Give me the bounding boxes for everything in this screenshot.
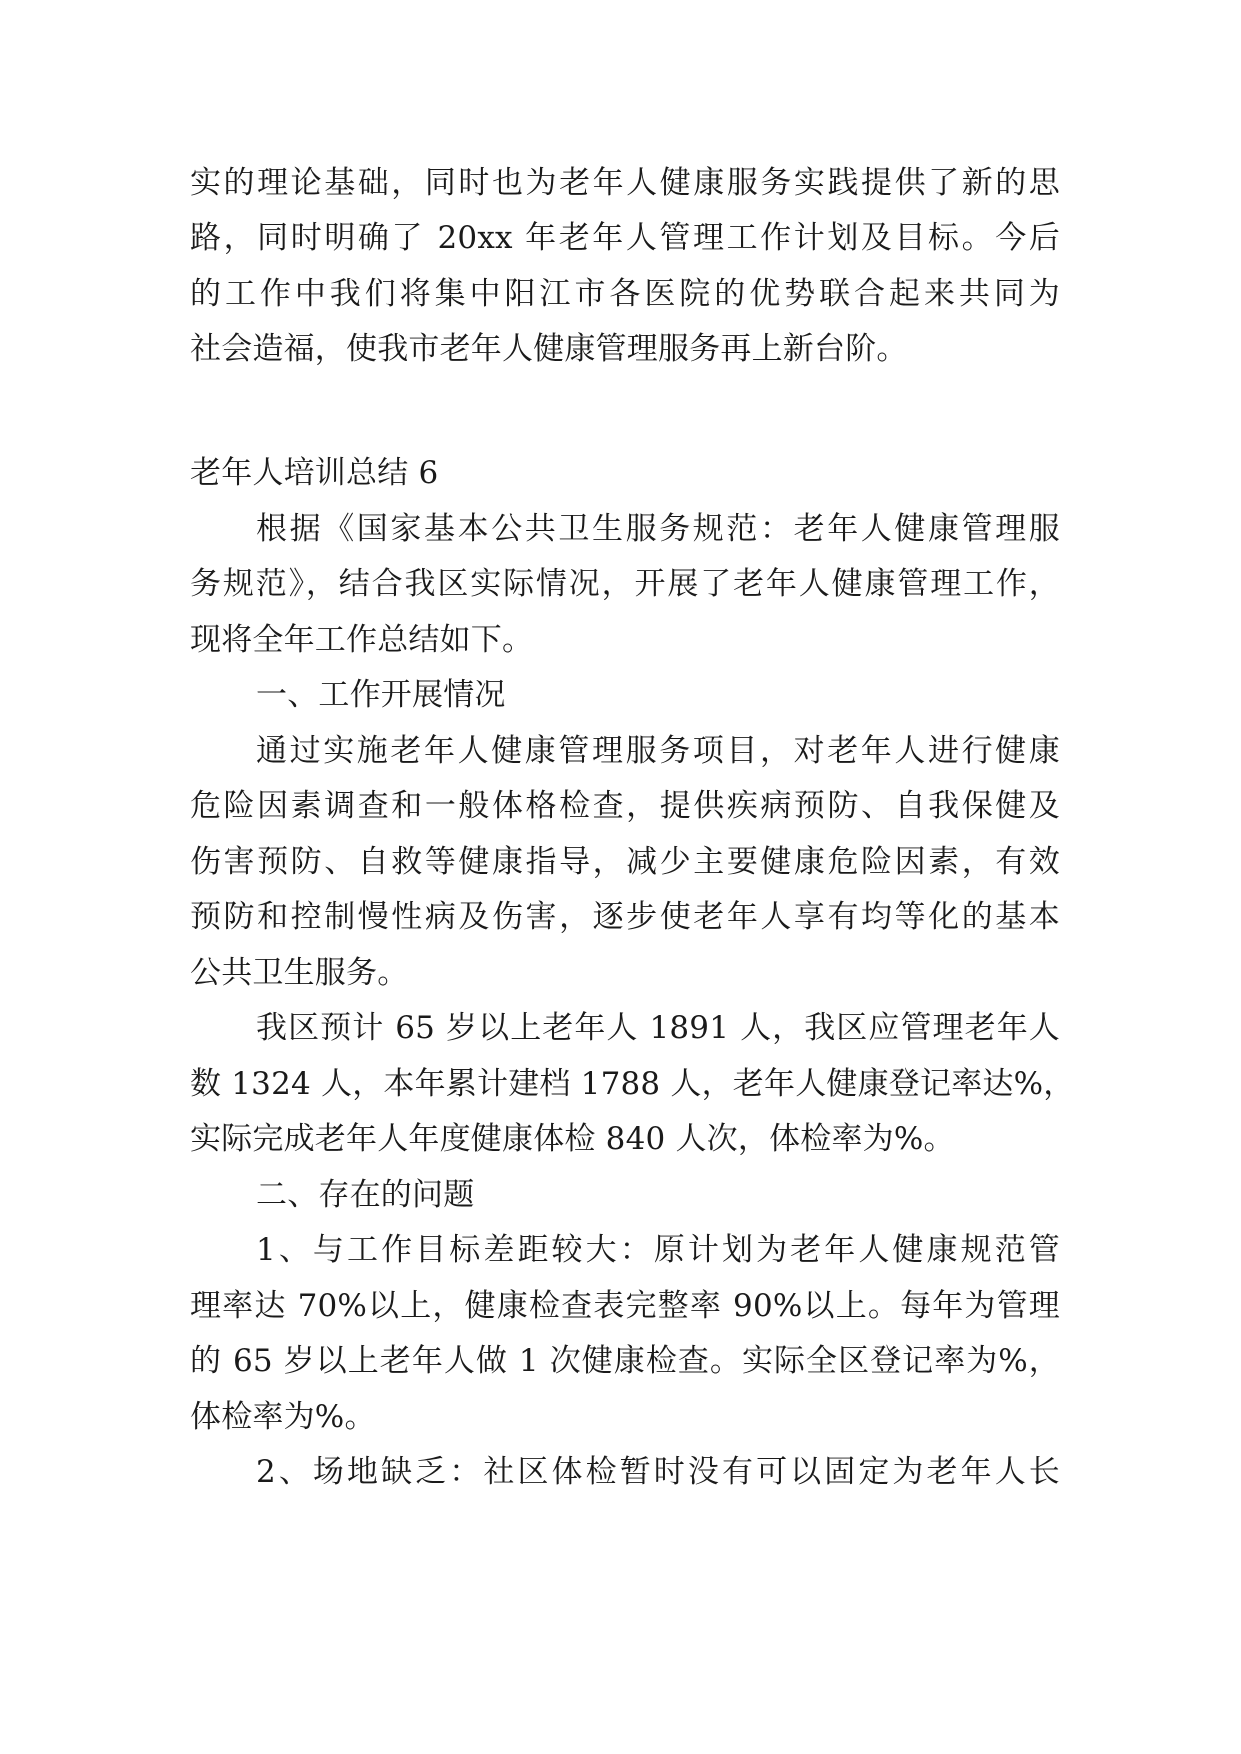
- section-title: 老年人培训总结 6: [190, 455, 439, 491]
- paragraph-line: 实际完成老年人年度健康体检 840 人次，体检率为%。: [190, 1121, 955, 1157]
- paragraph-line: 的工作中我们将集中阳江市各医院的优势联合起来共同为: [190, 276, 1060, 312]
- paragraph-line: 的 65 岁以上老年人做 1 次健康检查。实际全区登记率为%，: [190, 1343, 1060, 1379]
- paragraph-line: 通过实施老年人健康管理服务项目，对老年人进行健康: [256, 733, 1060, 769]
- paragraph-line: 2、场地缺乏：社区体检暂时没有可以固定为老年人长: [256, 1454, 1060, 1490]
- paragraph-line: 我区预计 65 岁以上老年人 1891 人，我区应管理老年人: [256, 1010, 1060, 1046]
- paragraph-line: 务规范》，结合我区实际情况，开展了老年人健康管理工作，: [190, 566, 1060, 602]
- paragraph-line: 数 1324 人，本年累计建档 1788 人，老年人健康登记率达%，: [190, 1066, 1075, 1102]
- section-heading: 二、存在的问题: [256, 1177, 475, 1213]
- paragraph-line: 伤害预防、自救等健康指导，减少主要健康危险因素，有效: [190, 844, 1060, 880]
- paragraph-line: 体检率为%。: [190, 1399, 376, 1435]
- paragraph-line: 现将全年工作总结如下。: [190, 622, 534, 658]
- paragraph-line: 公共卫生服务。: [190, 955, 409, 991]
- paragraph-line: 实的理论基础，同时也为老年人健康服务实践提供了新的思: [190, 165, 1060, 201]
- paragraph-line: 1、与工作目标差距较大：原计划为老年人健康规范管: [256, 1232, 1060, 1268]
- paragraph-line: 危险因素调查和一般体格检查，提供疾病预防、自我保健及: [190, 788, 1060, 824]
- paragraph-line: 根据《国家基本公共卫生服务规范：老年人健康管理服: [256, 511, 1060, 547]
- paragraph-line: 路，同时明确了 20xx 年老年人管理工作计划及目标。今后: [190, 220, 1060, 256]
- paragraph-line: 理率达 70%以上，健康检查表完整率 90%以上。每年为管理: [190, 1288, 1060, 1324]
- section-heading: 一、工作开展情况: [256, 677, 506, 713]
- paragraph-line: 预防和控制慢性病及伤害，逐步使老年人享有均等化的基本: [190, 899, 1060, 935]
- paragraph-line: 社会造福，使我市老年人健康管理服务再上新台阶。: [190, 331, 908, 367]
